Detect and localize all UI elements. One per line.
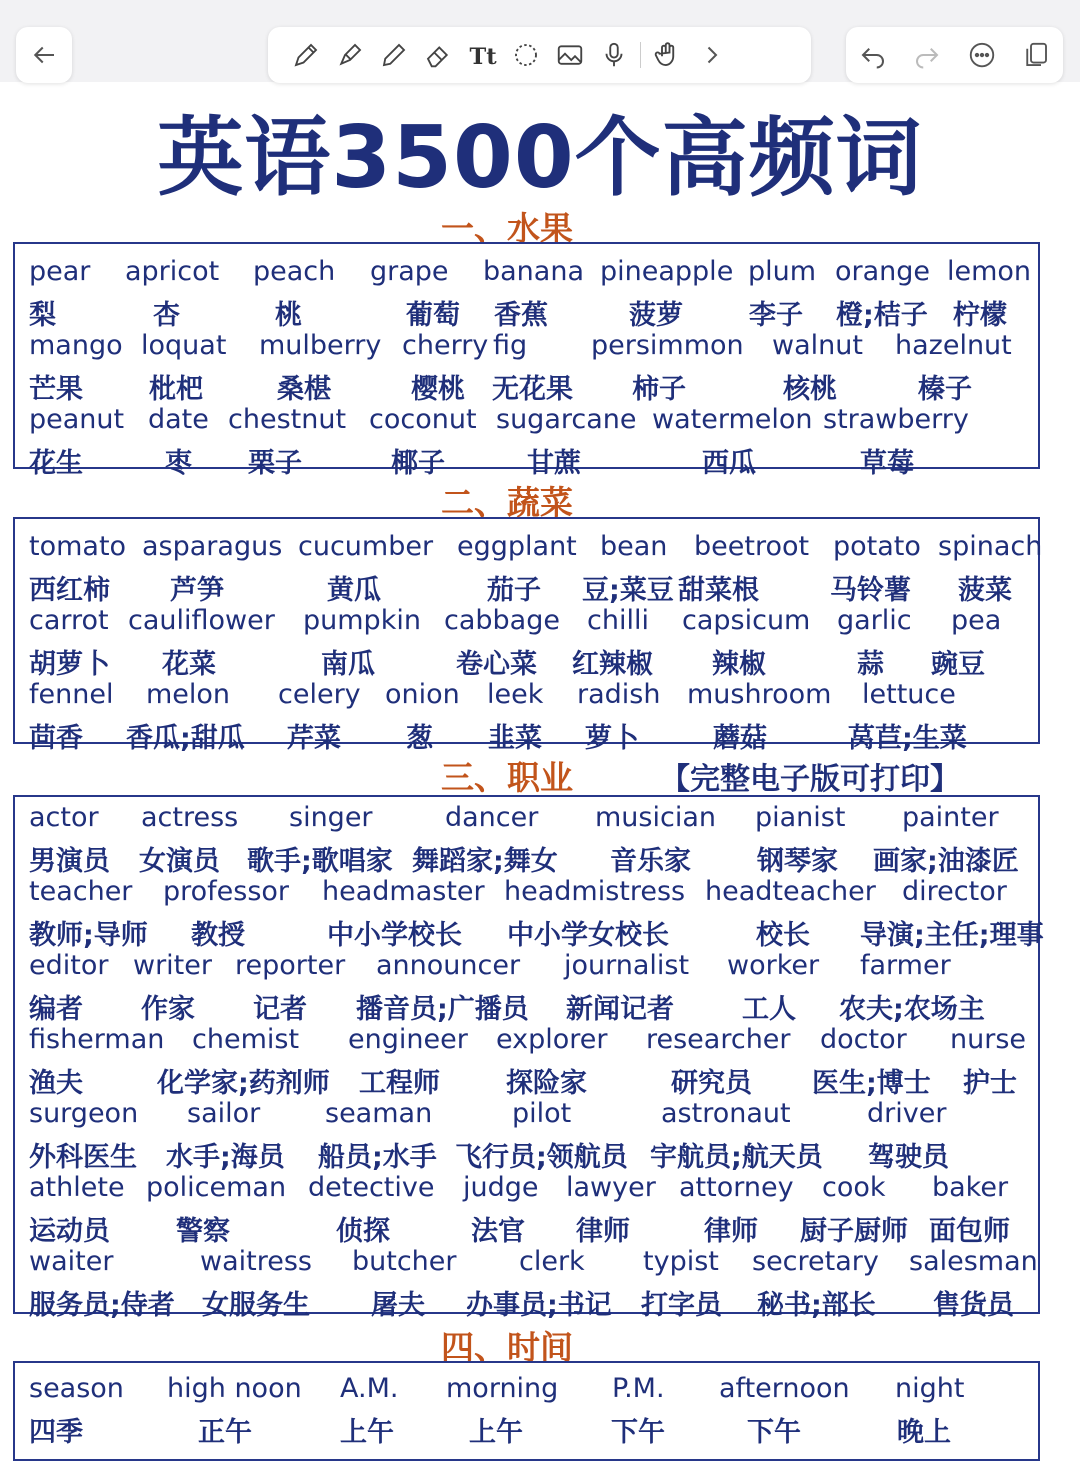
tools-pill (268, 27, 811, 83)
word-chinese: 草莓 (860, 448, 914, 479)
word-chinese: 花菜 (162, 649, 216, 680)
word-english: eggplant (457, 531, 577, 562)
gesture-icon[interactable] (645, 33, 689, 77)
word-english: farmer (860, 950, 951, 981)
word-chinese: 飞行员;领航员 (455, 1142, 628, 1173)
word-chinese: 蘑菇 (713, 723, 767, 754)
word-english: secretary (752, 1246, 879, 1277)
word-chinese: 编者 (29, 994, 83, 1025)
word-chinese: 枣 (165, 448, 192, 479)
section-title-time: 四、时间 (441, 1328, 573, 1367)
word-english: fennel (29, 679, 114, 710)
word-chinese: 校长 (756, 920, 810, 951)
jobs-row (15, 950, 1040, 1024)
word-english: journalist (564, 950, 690, 981)
word-chinese: 韭菜 (488, 723, 542, 754)
word-english: fig (493, 330, 528, 361)
word-english: headmaster (322, 876, 485, 907)
word-chinese: 核桃 (783, 374, 837, 405)
word-english: editor (29, 950, 109, 981)
word-chinese: 菠菜 (958, 575, 1012, 606)
word-english: chestnut (228, 404, 347, 435)
word-english: mushroom (687, 679, 832, 710)
word-chinese: 下午 (747, 1417, 801, 1448)
actions-pill (846, 27, 1063, 83)
word-english: tomato (29, 531, 127, 562)
word-chinese: 梨 (29, 300, 56, 331)
word-english: coconut (369, 404, 477, 435)
word-english: orange (835, 256, 931, 287)
word-chinese: 医生;博士 (812, 1068, 931, 1099)
word-chinese: 甘蔗 (527, 448, 581, 479)
word-english: banana (483, 256, 584, 287)
vegetable-row (15, 679, 1040, 753)
vegetable-box (13, 517, 1043, 754)
time-box (13, 1361, 1040, 1461)
word-english: painter (902, 802, 999, 833)
word-chinese: 李子 (749, 300, 803, 331)
word-chinese: 桃 (275, 300, 302, 331)
page-title: 英语3500个高频词 (157, 108, 923, 208)
word-chinese: 秘书;部长 (757, 1290, 876, 1321)
word-chinese: 花生 (29, 448, 83, 479)
word-english: director (902, 876, 1007, 907)
word-chinese: 钢琴家 (757, 846, 838, 877)
word-english: peach (253, 256, 336, 287)
word-chinese: 葱 (406, 723, 433, 754)
word-english: spinach (938, 531, 1043, 562)
word-english: leek (487, 679, 544, 710)
word-chinese: 红辣椒 (572, 649, 653, 680)
word-chinese: 南瓜 (321, 649, 375, 680)
word-chinese: 芦笋 (170, 575, 224, 606)
word-chinese: 无花果 (492, 374, 573, 405)
word-chinese: 四季 (29, 1417, 83, 1448)
word-chinese: 研究员 (671, 1068, 752, 1099)
word-english: cauliflower (128, 605, 275, 636)
word-english: dancer (445, 802, 539, 833)
word-english: morning (446, 1373, 559, 1404)
word-chinese: 男演员 (29, 846, 110, 877)
word-chinese: 律师 (704, 1216, 758, 1247)
back-pill (16, 27, 72, 83)
word-english: cabbage (444, 605, 560, 636)
word-chinese: 厨子厨师 (800, 1216, 908, 1247)
word-chinese: 警察 (176, 1216, 230, 1247)
word-english: headmistress (504, 876, 686, 907)
word-chinese: 侦探 (336, 1216, 390, 1247)
word-chinese: 农夫;农场主 (839, 994, 985, 1025)
word-chinese: 西红柿 (29, 575, 110, 606)
word-chinese: 律师 (576, 1216, 630, 1247)
word-english: surgeon (29, 1098, 139, 1129)
section-title-fruit: 一、水果 (441, 209, 573, 248)
chevron-right-icon[interactable] (689, 33, 733, 77)
word-chinese: 打字员 (641, 1290, 722, 1321)
word-chinese: 杏 (153, 300, 180, 331)
word-chinese: 椰子 (391, 448, 445, 479)
jobs-row (15, 1246, 1040, 1320)
toolbar (0, 0, 1080, 82)
word-chinese: 音乐家 (610, 846, 691, 877)
word-chinese: 葡萄 (406, 300, 460, 331)
word-english: professor (163, 876, 290, 907)
word-chinese: 上午 (340, 1417, 394, 1448)
word-english: fisherman (29, 1024, 165, 1055)
word-english: garlic (837, 605, 912, 636)
word-english: bean (600, 531, 668, 562)
svg-text:Tt: Tt (469, 43, 497, 70)
word-chinese: 辣椒 (712, 649, 766, 680)
section-title-vegetables: 二、蔬菜 (441, 483, 573, 522)
jobs-box (13, 795, 1044, 1321)
word-chinese: 女演员 (139, 846, 220, 877)
word-chinese: 正午 (198, 1417, 252, 1448)
word-english: teacher (29, 876, 133, 907)
word-chinese: 船员;水手 (318, 1142, 437, 1173)
back-arrow-icon[interactable] (22, 33, 66, 77)
word-chinese: 新闻记者 (566, 994, 674, 1025)
word-chinese: 渔夫 (29, 1068, 83, 1099)
word-english: headteacher (705, 876, 876, 907)
section-title-jobs: 三、职业 (441, 758, 573, 797)
word-chinese: 宇航员;航天员 (650, 1142, 823, 1173)
word-chinese: 胡萝卜 (29, 649, 110, 680)
word-english: engineer (348, 1024, 468, 1055)
word-chinese: 护士 (963, 1068, 1017, 1099)
word-chinese: 探险家 (506, 1068, 587, 1099)
word-chinese: 运动员 (29, 1216, 110, 1247)
word-english: chilli (587, 605, 649, 636)
word-english: high noon (167, 1373, 302, 1404)
lasso-icon[interactable] (504, 33, 548, 77)
jobs-row (15, 876, 1044, 951)
word-english: doctor (820, 1024, 907, 1055)
word-english: peanut (29, 404, 125, 435)
word-english: clerk (519, 1246, 585, 1277)
word-english: lawyer (566, 1172, 656, 1203)
word-chinese: 女服务生 (202, 1290, 310, 1321)
word-english: astronaut (661, 1098, 791, 1129)
word-english: athlete (29, 1172, 125, 1203)
word-english: asparagus (142, 531, 283, 562)
word-chinese: 上午 (469, 1417, 523, 1448)
jobs-row (15, 802, 1040, 876)
word-english: loquat (141, 330, 227, 361)
word-chinese: 柠檬 (953, 300, 1007, 331)
word-english: plum (748, 256, 817, 287)
word-english: celery (278, 679, 361, 710)
word-chinese: 芹菜 (287, 723, 341, 754)
word-chinese: 栗子 (248, 448, 302, 479)
word-chinese: 售货员 (933, 1290, 1014, 1321)
word-chinese: 法官 (471, 1216, 525, 1247)
word-english: musician (595, 802, 716, 833)
word-english: judge (463, 1172, 539, 1203)
word-chinese: 作家 (141, 994, 195, 1025)
word-english: capsicum (682, 605, 811, 636)
pages-icon[interactable] (1014, 33, 1058, 77)
word-english: reporter (235, 950, 346, 981)
vegetable-row (15, 605, 1040, 679)
word-english: pianist (755, 802, 846, 833)
word-english: singer (289, 802, 373, 833)
word-chinese: 桑椹 (277, 374, 331, 405)
word-english: strawberry (823, 404, 969, 435)
word-english: chemist (192, 1024, 300, 1055)
word-english: worker (727, 950, 820, 981)
word-english: pumpkin (303, 605, 421, 636)
word-english: waitress (200, 1246, 312, 1277)
toolbar-separator (640, 42, 641, 68)
word-english: cherry (402, 330, 489, 361)
word-chinese: 舞蹈家;舞女 (412, 846, 558, 877)
word-chinese: 记者 (253, 994, 307, 1025)
word-english: grape (370, 256, 449, 287)
word-english: walnut (772, 330, 863, 361)
word-chinese: 中小学校长 (327, 920, 462, 951)
word-english: watermelon (652, 404, 813, 435)
word-english: pineapple (600, 256, 734, 287)
word-english: sugarcane (496, 404, 637, 435)
word-chinese: 豌豆 (931, 649, 985, 680)
word-chinese: 工人 (742, 994, 796, 1025)
word-chinese: 教师;导师 (29, 920, 148, 951)
word-english: A.M. (340, 1373, 399, 1404)
word-english: detective (308, 1172, 435, 1203)
word-chinese: 中小学女校长 (507, 920, 669, 951)
word-chinese: 菠萝 (629, 300, 683, 331)
word-english: actress (141, 802, 239, 833)
word-english: lemon (947, 256, 1032, 287)
fruit-row (15, 256, 1040, 330)
word-chinese: 莴苣;生菜 (848, 723, 967, 754)
word-english: explorer (496, 1024, 608, 1055)
word-chinese: 工程师 (359, 1068, 440, 1099)
word-chinese: 枇杷 (149, 374, 203, 405)
word-chinese: 柿子 (632, 374, 686, 405)
word-english: afternoon (719, 1373, 850, 1404)
word-chinese: 教授 (191, 920, 245, 951)
jobs-row (15, 1172, 1040, 1246)
word-english: radish (577, 679, 661, 710)
undo-icon[interactable] (851, 33, 895, 77)
word-chinese: 屠夫 (371, 1290, 425, 1321)
word-english: sailor (187, 1098, 261, 1129)
word-chinese: 香瓜;甜瓜 (126, 723, 245, 754)
word-english: butcher (352, 1246, 457, 1277)
eraser-icon[interactable] (416, 33, 460, 77)
word-chinese: 茄子 (487, 575, 541, 606)
word-english: driver (867, 1098, 947, 1129)
word-chinese: 橙;桔子 (836, 300, 928, 331)
word-chinese: 榛子 (918, 374, 972, 405)
vegetable-row (15, 531, 1043, 606)
word-english: seaman (325, 1098, 433, 1129)
word-chinese: 茴香 (29, 723, 83, 754)
word-english: night (895, 1373, 965, 1404)
fruit-box (13, 242, 1040, 479)
word-chinese: 樱桃 (411, 374, 465, 405)
word-english: salesman (909, 1246, 1038, 1277)
word-chinese: 萝卜 (585, 723, 639, 754)
word-english: typist (643, 1246, 719, 1277)
word-english: attorney (679, 1172, 794, 1203)
time-row (15, 1373, 1040, 1447)
word-english: nurse (950, 1024, 1027, 1055)
word-chinese: 歌手;歌唱家 (247, 846, 393, 877)
word-chinese: 卷心菜 (456, 649, 537, 680)
word-english: cook (822, 1172, 886, 1203)
word-english: writer (133, 950, 212, 981)
word-english: date (148, 404, 209, 435)
pencil-icon[interactable] (372, 33, 416, 77)
word-english: researcher (646, 1024, 791, 1055)
word-chinese: 导演;主任;理事 (860, 920, 1044, 951)
word-chinese: 驾驶员 (868, 1142, 949, 1173)
word-english: actor (29, 802, 99, 833)
word-chinese: 服务员;侍者 (29, 1290, 175, 1321)
word-chinese: 西瓜 (702, 448, 756, 479)
word-chinese: 画家;油漆匠 (873, 846, 1019, 877)
word-chinese: 芒果 (29, 374, 83, 405)
word-english: announcer (376, 950, 521, 981)
word-chinese: 播音员;广播员 (356, 994, 529, 1025)
word-english: baker (932, 1172, 1009, 1203)
word-english: persimmon (591, 330, 744, 361)
more-icon[interactable] (960, 33, 1004, 77)
word-chinese: 外科医生 (29, 1142, 137, 1173)
word-chinese: 甜菜根 (678, 575, 759, 606)
word-chinese: 香蕉 (494, 300, 548, 331)
word-english: hazelnut (895, 330, 1012, 361)
word-chinese: 面包师 (929, 1216, 1010, 1247)
pen-icon[interactable] (284, 33, 328, 77)
word-chinese: 马铃薯 (830, 575, 911, 606)
jobs-row (15, 1024, 1040, 1098)
text-icon[interactable] (460, 33, 504, 77)
jobs-row (15, 1098, 1040, 1172)
fruit-row (15, 404, 1040, 478)
word-english: melon (146, 679, 231, 710)
word-english: beetroot (694, 531, 810, 562)
fruit-row (15, 330, 1040, 404)
word-chinese: 办事员;书记 (466, 1290, 612, 1321)
word-english: carrot (29, 605, 109, 636)
redo-icon[interactable] (905, 33, 949, 77)
word-english: season (29, 1373, 124, 1404)
word-english: onion (385, 679, 460, 710)
word-english: pear (29, 256, 91, 287)
image-icon[interactable] (548, 33, 592, 77)
word-english: apricot (125, 256, 220, 287)
word-chinese: 下午 (611, 1417, 665, 1448)
word-chinese: 水手;海员 (166, 1142, 285, 1173)
word-english: mulberry (259, 330, 382, 361)
word-english: lettuce (862, 679, 956, 710)
word-english: P.M. (612, 1373, 665, 1404)
word-english: pilot (512, 1098, 572, 1129)
word-english: policeman (146, 1172, 287, 1203)
word-chinese: 晚上 (897, 1417, 951, 1448)
word-chinese: 黄瓜 (327, 575, 381, 606)
word-english: mango (29, 330, 123, 361)
mic-icon[interactable] (592, 33, 636, 77)
word-english: waiter (29, 1246, 114, 1277)
word-chinese: 豆;菜豆 (582, 575, 674, 606)
word-english: cucumber (298, 531, 434, 562)
word-english: potato (833, 531, 921, 562)
word-chinese: 化学家;药剂师 (157, 1068, 330, 1099)
word-english: pea (951, 605, 1002, 636)
word-chinese: 蒜 (857, 649, 884, 680)
printable-note: 【完整电子版可打印】 (660, 762, 960, 797)
highlighter-icon[interactable] (328, 33, 372, 77)
